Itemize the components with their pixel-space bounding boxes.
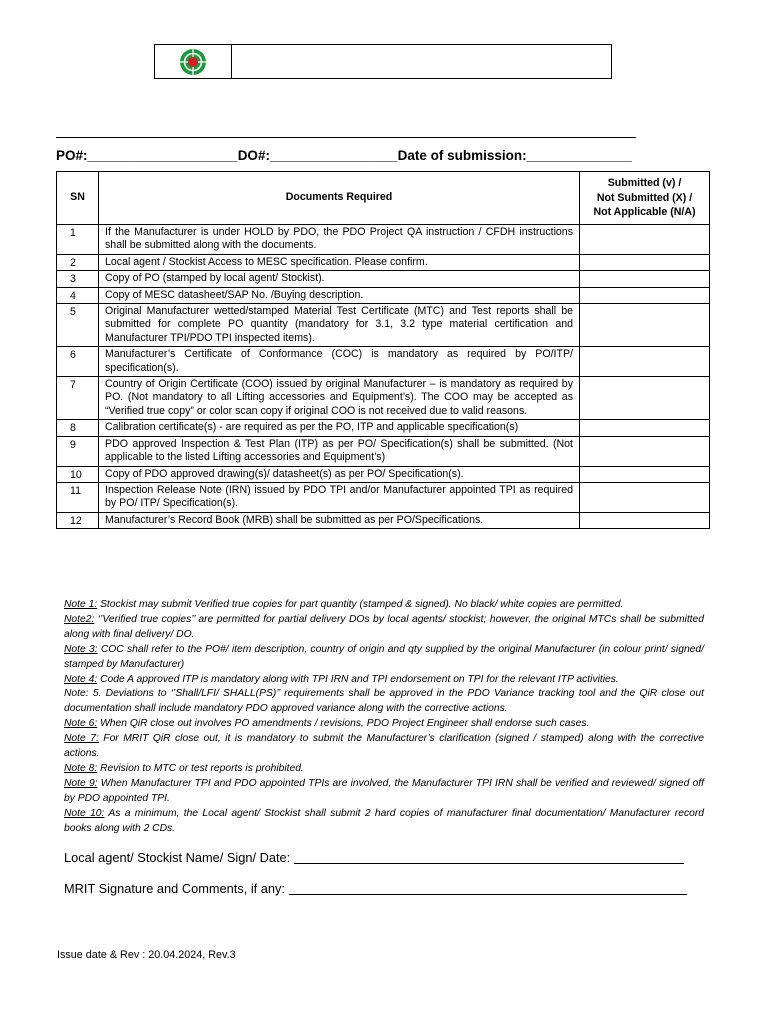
row-sn: 8: [57, 420, 99, 436]
date-field[interactable]: ______________: [526, 148, 632, 163]
row-status-cell[interactable]: [580, 420, 710, 436]
agent-signature-line: [64, 850, 684, 865]
logo-cell: [155, 45, 232, 78]
row-document: Calibration certificate(s) - are required as per the PO, ITP and applicable specification(s): [99, 420, 580, 436]
row-status-cell[interactable]: [580, 287, 710, 303]
do-label: DO#:: [237, 148, 270, 163]
row-document: Copy of MESC datasheet/SAP No. /Buying description.: [99, 287, 580, 303]
table-row: [57, 466, 710, 482]
row-status-cell[interactable]: [580, 436, 710, 466]
table-row: [57, 512, 710, 528]
note-label: Note 1:: [64, 599, 98, 610]
table-row: [57, 254, 710, 270]
notes-section: [64, 598, 704, 837]
table-header-row: [57, 172, 710, 225]
note-label: Note 8:: [64, 762, 98, 774]
row-status-cell[interactable]: [580, 347, 710, 377]
row-status-cell[interactable]: [580, 304, 710, 347]
row-sn: 7: [57, 377, 99, 420]
row-document: Copy of PDO approved drawing(s)/ datasheet(s) as per PO/ Specification(s).: [99, 466, 580, 482]
note-label: Note 7:: [64, 733, 99, 745]
top-rule: [56, 137, 636, 138]
row-sn: 6: [57, 347, 99, 377]
note-text: Stockist may submit Verified true copies for part quantity (stamped & signed). No black/ white copies are permitted.: [97, 599, 624, 610]
issue-date-revision: Issue date & Rev : 20.04.2024, Rev.3: [57, 949, 236, 961]
row-document: Inspection Release Note (IRN) issued by PDO TPI and/or Manufacturer appointed TPI as required by PO/ ITP/ Specification(s).: [99, 482, 580, 512]
note-item: [64, 673, 704, 688]
po-field[interactable]: ____________________: [87, 148, 238, 163]
row-document: Manufacturer’s Certificate of Conformance (COC) is mandatory as required by PO/ITP/ specification(s).: [99, 347, 580, 377]
table-row: [57, 377, 710, 420]
row-sn: 10: [57, 466, 99, 482]
note-text: Code A approved ITP is mandatory along with TPI IRN and TPI endorsement on TPI for the relevant ITP activities.: [97, 673, 619, 685]
status-header-line1: Submitted (v) /: [607, 177, 682, 190]
sn-header: SN: [57, 172, 99, 225]
note-text: Note: 5. Deviations to ‘’Shall/LFI/ SHALL(PS)’’ requirements shall be approved in the PDO Variance tracking tool and the QiR close out documentation shall include mandatory PDO approved variance along with the corrective actions.: [64, 688, 704, 715]
po-label: PO#:: [56, 148, 88, 163]
row-sn: 11: [57, 482, 99, 512]
row-sn: 4: [57, 287, 99, 303]
date-label: Date of submission:: [397, 148, 527, 163]
row-sn: 5: [57, 304, 99, 347]
note-text: COC shall refer to the PO#/ item description, country of origin and qty supplied by the original Manufacturer (in colour print/ signed/ stamped by Manufacturer): [64, 643, 704, 670]
note-label: Note 10:: [64, 807, 105, 819]
table-row: [57, 271, 710, 287]
note-label: Note 3:: [64, 643, 98, 655]
note-label: Note 9:: [64, 777, 98, 789]
note-item: [64, 643, 704, 673]
header-title: [232, 45, 611, 78]
row-status-cell[interactable]: [580, 377, 710, 420]
do-field[interactable]: _________________: [269, 148, 398, 163]
company-logo-icon: [179, 48, 207, 76]
row-document: Country of Origin Certificate (COO) issued by original Manufacturer – is mandatory as required by PO. (Not mandatory to all Lifting accessories and Equipment’s). The COO may be accepted as “Verified true copy” or color scan copy if original COO is not received due to valid reasons.: [99, 377, 580, 420]
table-row: [57, 304, 710, 347]
mrit-signature-label: MRIT Signature and Comments, if any:: [64, 881, 285, 896]
note-text: When QiR close out involves PO amendments / revisions, PDO Project Engineer shall endorse such cases.: [97, 718, 590, 730]
agent-signature-field[interactable]: [294, 863, 684, 864]
note-item: [64, 777, 704, 807]
note-label: Note2:: [64, 613, 95, 625]
row-sn: 2: [57, 254, 99, 270]
table-row: [57, 347, 710, 377]
status-header-line3: Not Applicable (N/A): [593, 206, 696, 219]
note-text: ‘’Verified true copies’’ are permitted for partial delivery DOs by local agents/ stockist; however, the original MTCs shall be submitted along with final delivery/ DO.: [64, 613, 704, 640]
row-status-cell[interactable]: [580, 271, 710, 287]
document-header: [154, 44, 612, 79]
row-sn: 12: [57, 512, 99, 528]
status-header-line2: Not Submitted (X) /: [596, 191, 693, 204]
row-document: Local agent / Stockist Access to MESC specification. Please confirm.: [99, 254, 580, 270]
note-item: [64, 717, 704, 732]
row-document: Manufacturer’s Record Book (MRB) shall be submitted as per PO/Specifications.: [99, 512, 580, 528]
row-document: If the Manufacturer is under HOLD by PDO, the PDO Project QA instruction / CFDH instructions shall be submitted along with the documents.: [99, 225, 580, 255]
row-sn: 1: [57, 225, 99, 255]
status-header: [580, 172, 710, 225]
row-status-cell[interactable]: [580, 482, 710, 512]
row-status-cell[interactable]: [580, 254, 710, 270]
table-row: [57, 287, 710, 303]
note-label: Note 4:: [64, 673, 98, 685]
note-item: [64, 598, 704, 613]
row-status-cell[interactable]: [580, 512, 710, 528]
row-document: Original Manufacturer wetted/stamped Material Test Certificate (MTC) and Test reports shall be submitted for complete PO quantity (mandatory for 3.1, 3.2 type material certification and Manufacturer TPI/PDO TPI inspected items).: [99, 304, 580, 347]
row-sn: 9: [57, 436, 99, 466]
note-item: [64, 687, 704, 717]
note-item: [64, 762, 704, 777]
documents-table: [56, 171, 710, 529]
table-row: [57, 482, 710, 512]
documents-header: Documents Required: [99, 172, 580, 225]
row-document: PDO approved Inspection & Test Plan (ITP) as per PO/ Specification(s) shall be submitted. (Not applicable to the listed Lifting accessories and Equipment’s): [99, 436, 580, 466]
row-document: Copy of PO (stamped by local agent/ Stockist).: [99, 271, 580, 287]
note-item: [64, 732, 704, 762]
note-item: [64, 613, 704, 643]
row-status-cell[interactable]: [580, 225, 710, 255]
note-text: For MRIT QiR close out, it is mandatory to submit the Manufacturer’s clarification (signed / stamped) along with the corrective actions.: [64, 733, 704, 760]
order-fields-line: [56, 148, 656, 163]
agent-signature-label: Local agent/ Stockist Name/ Sign/ Date:: [64, 850, 291, 865]
note-text: When Manufacturer TPI and PDO appointed TPIs are involved, the Manufacturer TPI IRN shall be verified and reviewed/ signed off by PDO appointed TPI.: [64, 777, 704, 804]
table-row: [57, 225, 710, 255]
table-row: [57, 436, 710, 466]
note-text: As a minimum, the Local agent/ Stockist shall submit 2 hard copies of manufacturer final documentation/ Manufacturer record books along with 2 CDs.: [64, 807, 704, 834]
note-item: [64, 807, 704, 837]
note-text: Revision to MTC or test reports is prohibited.: [97, 762, 304, 774]
row-sn: 3: [57, 271, 99, 287]
mrit-comments-field[interactable]: [289, 894, 687, 895]
note-label: Note 6:: [64, 718, 98, 730]
table-row: [57, 420, 710, 436]
row-status-cell[interactable]: [580, 466, 710, 482]
mrit-signature-line: [64, 881, 687, 896]
